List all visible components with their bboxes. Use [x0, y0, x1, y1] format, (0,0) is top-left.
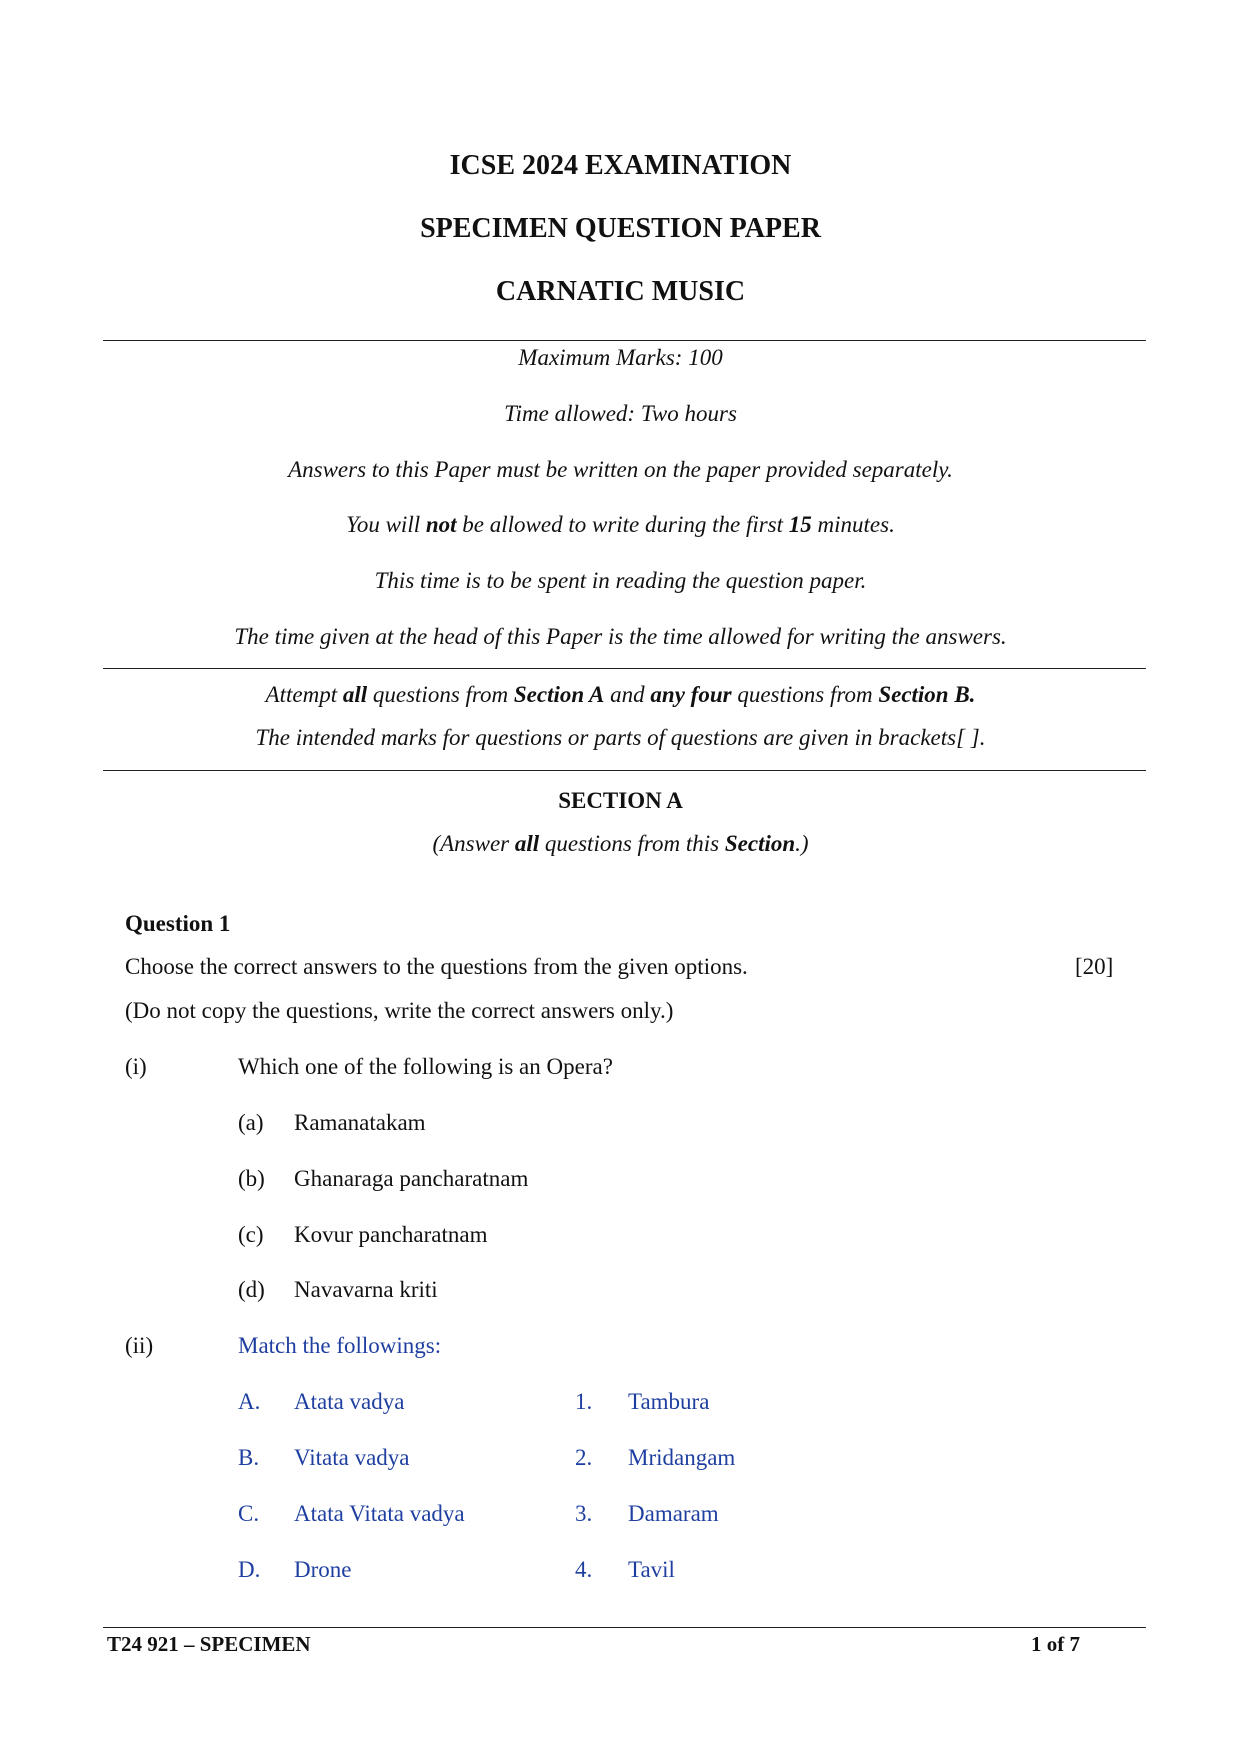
match-left-text: Atata vadya: [294, 1389, 405, 1414]
match-right-text: Tambura: [628, 1389, 710, 1414]
attempt-line-1: Attempt all questions from Section A and any four questions from Section B.: [265, 682, 976, 707]
exam-title: ICSE 2024 EXAMINATION: [449, 150, 792, 181]
match-left-label: B.: [238, 1445, 260, 1470]
match-right-label: 4.: [575, 1557, 593, 1582]
question-note: (Do not copy the questions, write the correct answers only.): [125, 998, 674, 1023]
option-text: Navavarna kriti: [294, 1277, 438, 1302]
option-text: Ghanaraga pancharatnam: [294, 1166, 529, 1191]
option-text: Kovur pancharatnam: [294, 1222, 488, 1247]
divider: [103, 770, 1146, 771]
divider: [103, 668, 1146, 669]
footer-divider: [103, 1627, 1146, 1628]
match-left-label: A.: [238, 1389, 261, 1414]
part-number: (ii): [125, 1333, 154, 1358]
option-text: Ramanatakam: [294, 1110, 426, 1135]
paper-type: SPECIMEN QUESTION PAPER: [420, 213, 821, 244]
section-a-note: (Answer all questions from this Section.): [432, 831, 809, 856]
subject-title: CARNATIC MUSIC: [495, 276, 746, 307]
option-label: (c): [238, 1222, 264, 1247]
part-question: Match the followings:: [238, 1333, 442, 1358]
match-right-label: 1.: [575, 1389, 593, 1414]
question-instruction: Choose the correct answers to the questions from the given options.: [125, 954, 748, 979]
part-number: (i): [125, 1054, 147, 1079]
instruction-line-1: Answers to this Paper must be written on the paper provided separately.: [288, 457, 953, 482]
match-right-text: Mridangam: [628, 1445, 736, 1470]
question-title: Question 1: [125, 911, 231, 936]
match-left-label: D.: [238, 1557, 261, 1582]
option-label: (b): [238, 1166, 265, 1191]
time-allowed: Time allowed: Two hours: [504, 401, 737, 426]
divider: [103, 340, 1146, 341]
section-a-title: SECTION A: [558, 788, 683, 813]
match-left-text: Vitata vadya: [294, 1445, 410, 1470]
match-left-label: C.: [238, 1501, 260, 1526]
match-left-text: Atata Vitata vadya: [294, 1501, 465, 1526]
footer-page-number: 1 of 7: [1031, 1632, 1080, 1656]
match-right-text: Damaram: [628, 1501, 719, 1526]
attempt-line-2: The intended marks for questions or parts of questions are given in brackets[ ].: [255, 725, 986, 750]
match-right-text: Tavil: [628, 1557, 675, 1582]
match-right-label: 3.: [575, 1501, 593, 1526]
part-question: Which one of the following is an Opera?: [238, 1054, 613, 1079]
footer-code: T24 921 – SPECIMEN: [107, 1632, 311, 1656]
instruction-line-4: The time given at the head of this Paper is the time allowed for writing the answers.: [234, 624, 1007, 649]
match-right-label: 2.: [575, 1445, 593, 1470]
question-marks: [20]: [1075, 954, 1114, 979]
instruction-line-3: This time is to be spent in reading the question paper.: [374, 568, 867, 593]
match-left-text: Drone: [294, 1557, 352, 1582]
instruction-line-2: You will not be allowed to write during the first 15 minutes.: [346, 512, 895, 537]
option-label: (d): [238, 1277, 265, 1302]
option-label: (a): [238, 1110, 264, 1135]
max-marks: Maximum Marks: 100: [518, 345, 723, 370]
